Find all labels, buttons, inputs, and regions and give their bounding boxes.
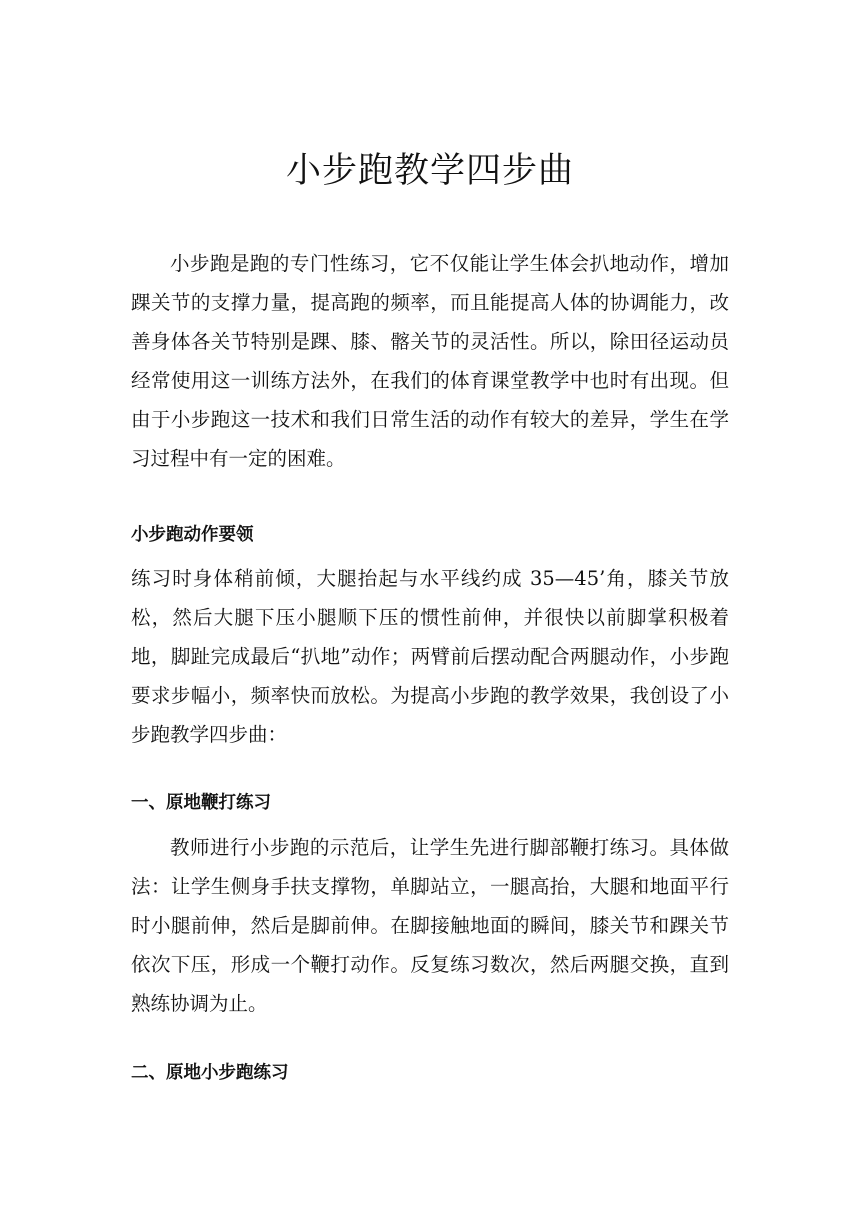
section-heading-two: 二、原地小步跑练习 (131, 1063, 289, 1083)
section-one-paragraph: 教师进行小步跑的示范后，让学生先进行脚部鞭打练习。具体做法：让学生侧身手扶支撑物，单脚站立，一腿高抬，大腿和地面平行时小腿前伸，然后是脚前伸。在脚接触地面的瞬间，膝关节和踝关节依次下压，形成一个鞭打动作。反复练习数次，然后两腿交换，直到熟练协调为止。 (131, 836, 729, 1015)
intro-paragraph: 小步跑是跑的专门性练习，它不仅能让学生体会扒地动作，增加踝关节的支撑力量，提高跑的频率，而且能提高人体的协调能力，改善身体各关节特别是踝、膝、髂关节的灵活性。所以，除田径运动员经常使用这一训练方法外，在我们的体育课堂教学中也时有出现。但由于小步跑这一技术和我们日常生活的动作有较大的差异，学生在学习过程中有一定的困难。 (131, 252, 729, 470)
section-heading-one: 一、原地鞭打练习 (131, 793, 271, 813)
section-heading-essentials: 小步跑动作要领 (131, 525, 254, 545)
document-title: 小步跑教学四步曲 (285, 151, 574, 191)
essentials-paragraph: 练习时身体稍前倾，大腿抬起与水平线约成 35—45’角，膝关节放松，然后大腿下压小腿顺下压的惯性前伸，并很快以前脚掌积极着地，脚趾完成最后“扒地”动作；两臂前后摆动配合两腿动作，小步跑要求步幅小，频率快而放松。为提高小步跑的教学效果，我创设了小步跑教学四步曲： (131, 567, 729, 746)
